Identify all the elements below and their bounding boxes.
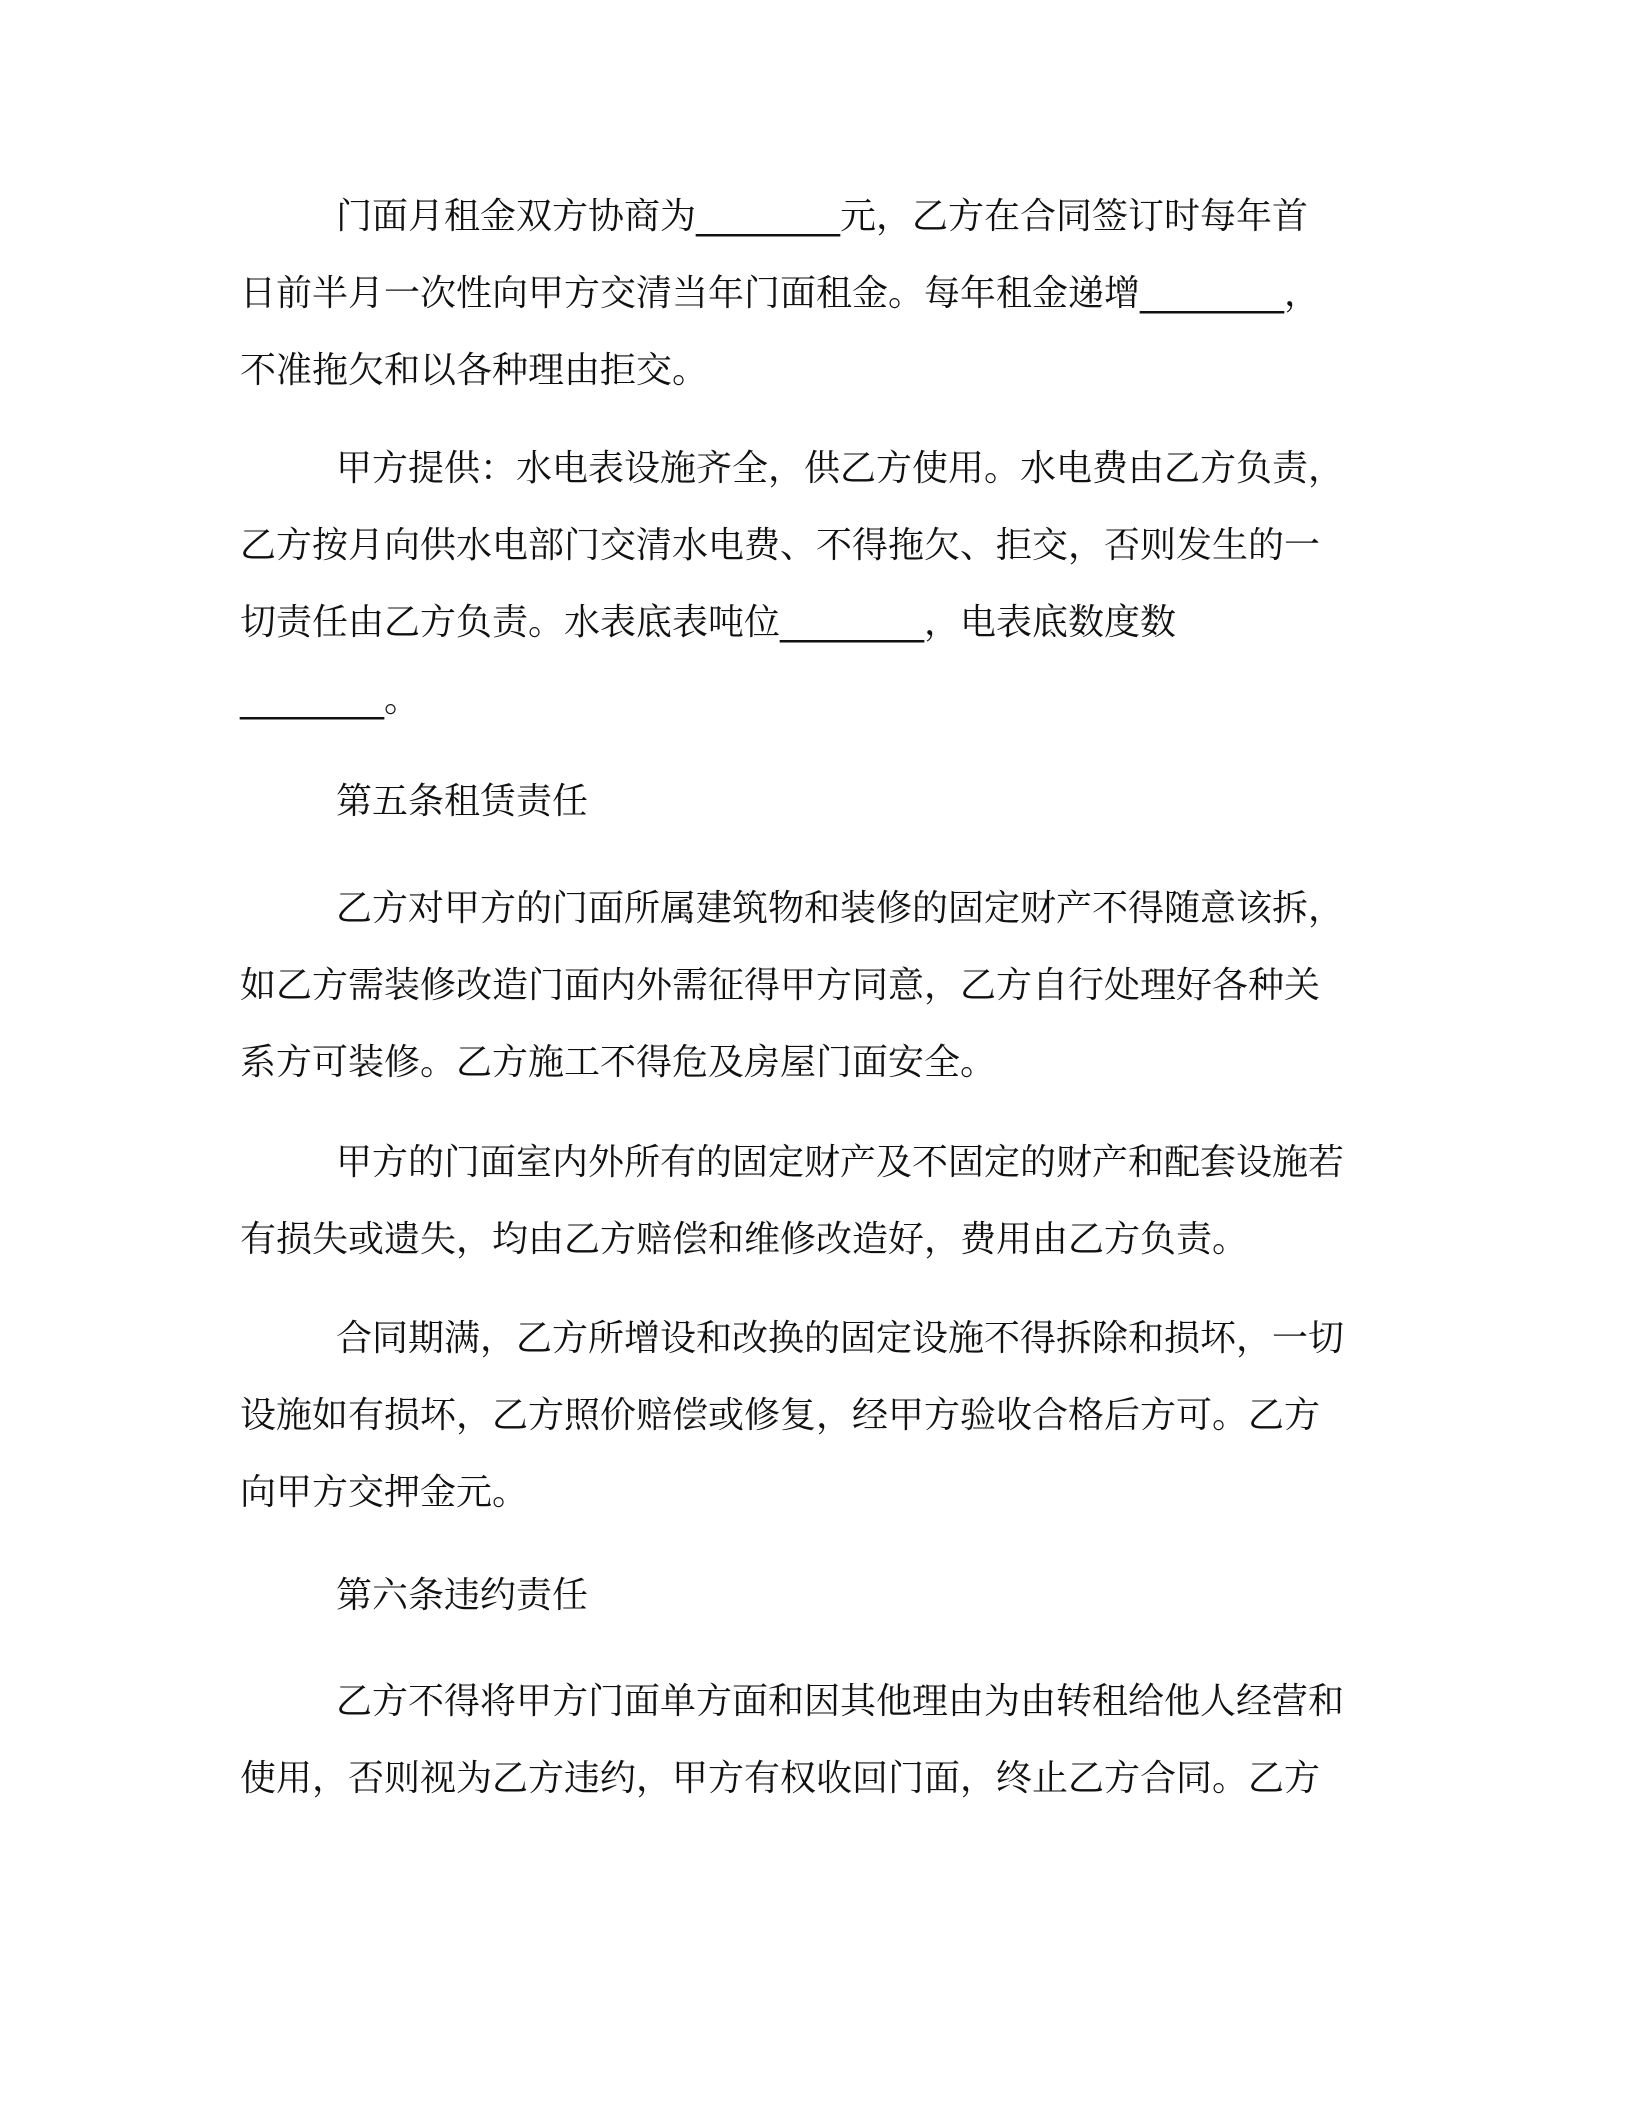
text-line: 乙方不得将甲方门面单方面和因其他理由为由转租给他人经营和	[336, 1681, 1345, 1722]
paragraph-lease-responsibility	[240, 870, 1400, 1101]
paragraph-rent	[240, 178, 1400, 409]
text-line: 门面月租金双方协商为________元，乙方在合同签订时每年首	[336, 196, 1309, 237]
text-line: 向甲方交押金元。	[240, 1472, 529, 1513]
text-line: 甲方提供：水电表设施齐全，供乙方使用。水电费由乙方负责，	[336, 448, 1345, 489]
paragraph-contract-expiry	[240, 1300, 1400, 1531]
paragraph-utilities	[240, 430, 1400, 738]
paragraph-breach	[240, 1663, 1400, 1817]
text-line: 使用，否则视为乙方违约，甲方有权收回门面，终止乙方合同。乙方	[240, 1758, 1321, 1799]
text-line: 不准拖欠和以各种理由拒交。	[240, 350, 709, 391]
paragraph-property-loss	[240, 1124, 1400, 1278]
text-line: 系方可装修。乙方施工不得危及房屋门面安全。	[240, 1042, 997, 1083]
text-line: 乙方按月向供水电部门交清水电费、不得拖欠、拒交，否则发生的一	[240, 525, 1321, 566]
section-heading-article-6: 第六条违约责任	[336, 1575, 589, 1616]
text-line: 日前半月一次性向甲方交清当年门面租金。每年租金递增________，	[240, 273, 1321, 314]
text-line: 切责任由乙方负责。水表底表吨位________，电表底数度数	[240, 602, 1177, 643]
text-line: ________。	[240, 679, 421, 720]
text-line: 乙方对甲方的门面所属建筑物和装修的固定财产不得随意该拆，	[336, 888, 1345, 929]
text-line: 有损失或遗失，均由乙方赔偿和维修改造好，费用由乙方负责。	[240, 1219, 1249, 1260]
text-line: 如乙方需装修改造门面内外需征得甲方同意，乙方自行处理好各种关	[240, 965, 1321, 1006]
section-heading-article-5: 第五条租赁责任	[336, 781, 589, 822]
text-line: 甲方的门面室内外所有的固定财产及不固定的财产和配套设施若	[336, 1142, 1345, 1183]
text-line: 合同期满，乙方所增设和改换的固定设施不得拆除和损坏，一切	[336, 1318, 1345, 1359]
text-line: 设施如有损坏，乙方照价赔偿或修复，经甲方验收合格后方可。乙方	[240, 1395, 1321, 1436]
